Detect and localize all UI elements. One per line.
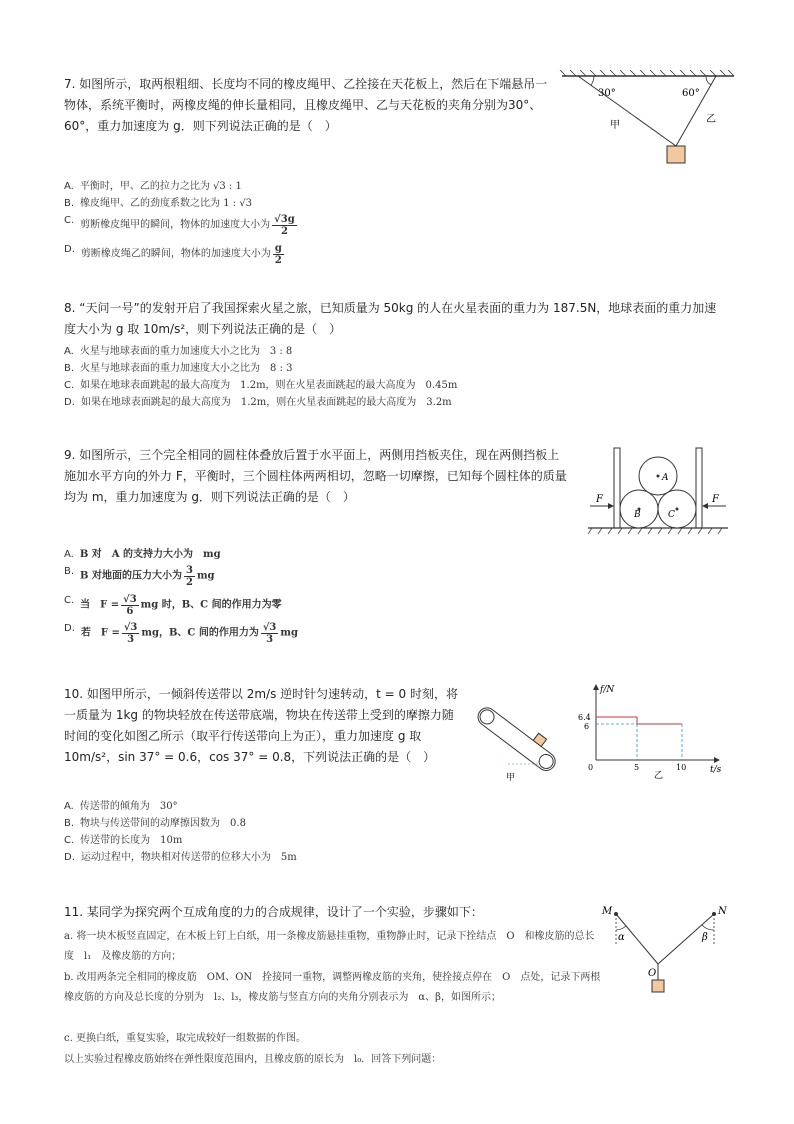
q11-step-a: a. 将一块木板竖直固定，在木板上钉上白纸，用一条橡皮筋悬挂重物，重物静止时，记录下拴结点 O 和橡皮筋的总长度 l₁ 及橡皮筋的方向； [64,931,595,962]
q10-graph-xtick-10: 10 [676,763,687,772]
q7-jia-label: 甲 [610,120,620,131]
q10-graph-ylabel: f/N [600,685,615,695]
q11-alpha-label: α [618,932,625,943]
q10-graph-xtick-0: 0 [588,763,594,772]
question-9-stem: 9. 如图所示，三个完全相同的圆柱体叠放后置于水平面上，两侧用挡板夹住，现在两侧挡板上施加水平方向的外力 F，平衡时，三个圆柱体两两相切，忽略一切摩擦，已知每个圆柱体的质量均为 m，重力加速度为 g．则下列说法正确的是（ ） [64,448,567,504]
q7-angle-30-label: 30° [598,88,616,99]
q10-graph-ytick-6: 6 [584,722,590,731]
q9-cyl-c-label: C [668,510,675,520]
q7-yi-label: 乙 [706,114,716,125]
q11-point-o-label: O [648,968,657,979]
q10-graph-xtick-5: 5 [634,763,640,772]
q8-option-d[interactable]: D. 如果在地球表面跳起的最大高度为 1.2m，则在火星表面跳起的最大高度为 3.2m [64,397,452,408]
q10-option-d[interactable]: D. 运动过程中，物块相对传送带的位移大小为 5m [64,852,297,863]
q7-option-a[interactable]: A. 平衡时，甲、乙的拉力之比为 √3 : 1 [64,181,242,192]
q7-option-b[interactable]: B. 橡皮绳甲、乙的劲度系数之比为 1 : √3 [64,198,253,209]
q10-option-c[interactable]: C. 传送带的长度为 10m [64,835,183,846]
q11-point-n-label: N [718,906,727,917]
figure-q7-hanging-mass [558,70,738,170]
q10-graph-ytick-6-4: 6.4 [578,713,591,722]
q10-graph-xlabel: t/s [710,765,722,775]
figure-q10-yi-friction-graph [576,680,726,780]
q9-force-left-label: F [596,494,603,505]
q8-option-c[interactable]: C. 如果在地球表面跳起的最大高度为 1.2m，则在火星表面跳起的最大高度为 0.45m [64,380,458,391]
figure-q9-cylinders [588,446,728,538]
figure-q10-jia-conveyor [468,706,564,782]
q11-conclusion: 以上实验过程橡皮筋始终在弹性限度范围内，且橡皮筋的原长为 l₀．回答下列问题： [64,1054,442,1065]
q10-option-a[interactable]: A. 传送带的倾角为 30° [64,801,178,812]
q11-step-c: c. 更换白纸，重复实验，取完成较好一组数据的作图。 [64,1033,306,1044]
q9-cyl-a-label: A [662,473,669,483]
question-10-stem: 10. 如图甲所示，一倾斜传送带以 2m/s 逆时针匀速转动，t = 0 时刻，将一质量为 1kg 的物块轻放在传送带底端，物块在传送带上受到的摩擦力随时间的变化如图乙所示（取平行传送带向上为正），重力加速度 g 取 10m/s²，sin 37° = 0.6，cos 37° = 0.8，下列说法正确的是（ ） [64,687,458,764]
q9-cyl-b-label: B [634,510,641,520]
figure-q11-rubber-bands [596,900,736,996]
q11-beta-label: β [702,932,708,943]
q10-fig-jia-label: 甲 [506,773,516,782]
q7-angle-60-label: 60° [682,88,700,99]
q9-option-d[interactable]: D. 若 F = $\frac{√3}{3}$ mg，B、C 间的作用力为 $\frac{√3}{3}$ mg [64,622,298,645]
q9-force-right-label: F [712,494,719,505]
q7-option-c[interactable]: C. 剪断橡皮绳甲的瞬间，物体的加速度大小为 $\frac{√3g}{2}$ [64,214,295,237]
q11-point-m-label: M [602,906,613,917]
q7-option-d[interactable]: D. 剪断橡皮绳乙的瞬间，物体的加速度大小为 $\frac{g}{2}$ [64,243,282,266]
q11-step-b: b. 改用两条完全相同的橡皮筋 OM、ON 拴接同一重物，调整两橡皮筋的夹角，使拴接点停在 O 点处，记录下两根橡皮筋的方向及总长度的分别为 l₂、l₃，橡皮筋与竖直方向的夹角分别表示为 α、β，如图所示； [64,972,601,1003]
q9-option-c[interactable]: C. 当 F = $\frac{√3}{6}$ mg 时，B、C 间的作用力为零 [64,594,282,617]
question-7-stem: 7. 如图所示，取两根粗细、长度均不同的橡皮绳甲、乙拴接在天花板上，然后在下端悬吊一物体，系统平衡时，两橡皮绳的伸长量相同，且橡皮绳甲、乙与天花板的夹角分别为30°、60°，重力加速度为 g．则下列说法正确的是（ ） [64,77,548,133]
question-8-stem: 8. “天问一号”的发射开启了我国探索火星之旅，已知质量为 50kg 的人在火星表面的重力为 187.5N，地球表面的重力加速度大小为 g 取 10m/s²，则下列说法正确的是（ ） [64,301,717,336]
question-11-stem: 11. 某同学为探究两个互成角度的力的合成规律，设计了一个实验，步骤如下： [64,905,483,919]
q10-fig-yi-label: 乙 [654,771,664,780]
q8-option-b[interactable]: B. 火星与地球表面的重力加速度大小之比为 8 : 3 [64,363,293,374]
q9-option-a[interactable]: A. B 对 A 的支持力大小为 mg [64,549,221,560]
q9-option-b[interactable]: B. B 对地面的压力大小为 $\frac{3}{2}$ mg [64,565,215,588]
q10-option-b[interactable]: B. 物块与传送带间的动摩擦因数为 0.8 [64,818,246,829]
q8-option-a[interactable]: A. 火星与地球表面的重力加速度大小之比为 3 : 8 [64,346,293,357]
